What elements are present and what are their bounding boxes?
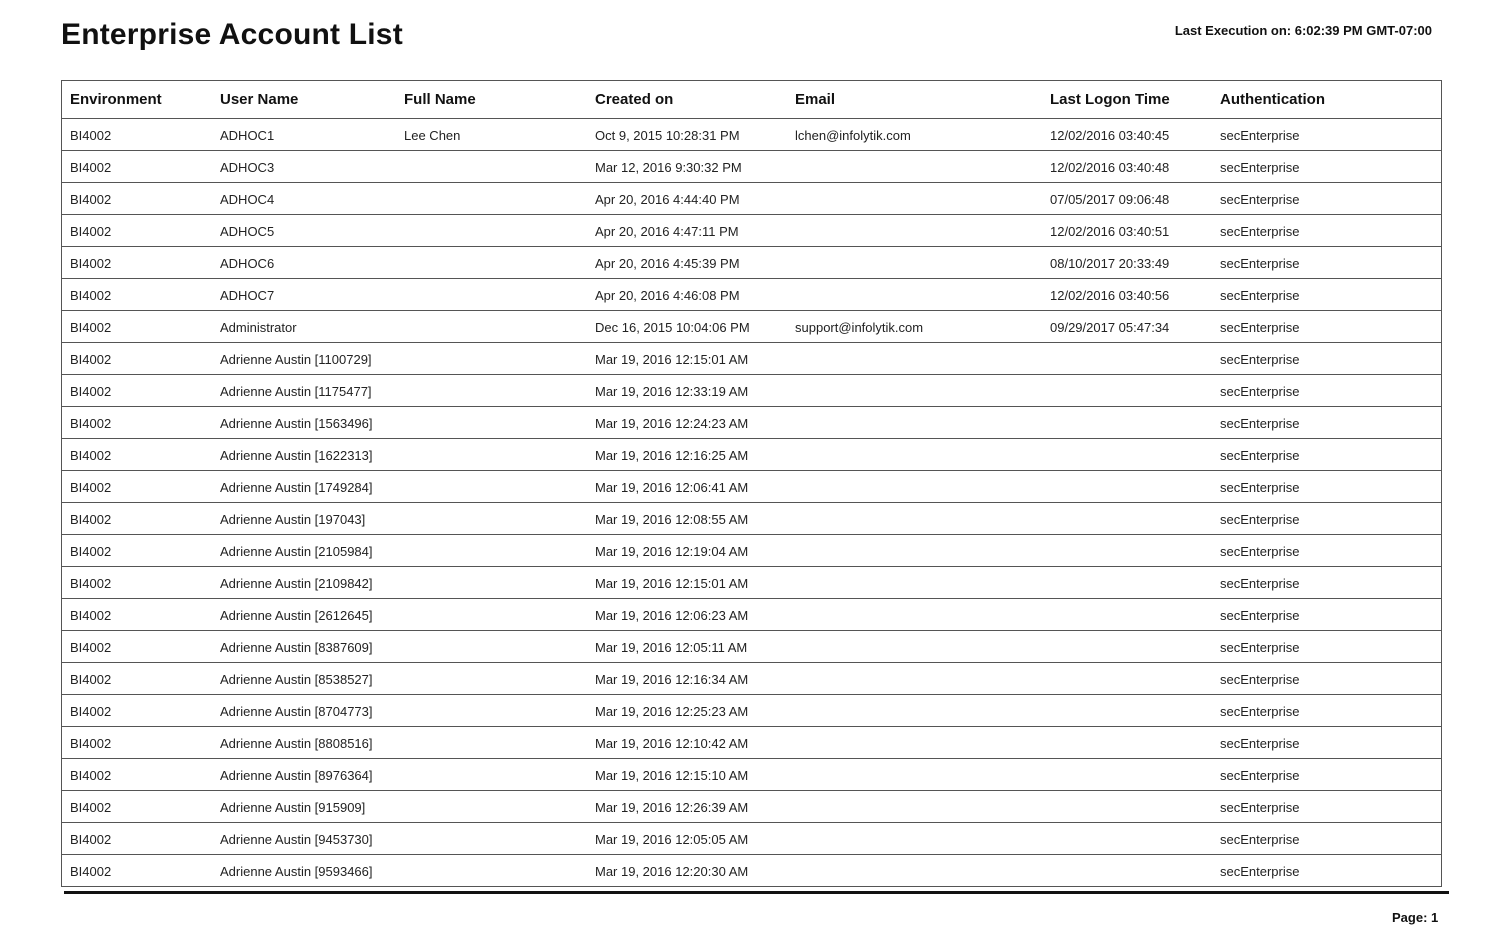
cell-created-on: Mar 19, 2016 12:15:01 AM xyxy=(587,343,787,375)
table-row xyxy=(62,247,1441,279)
cell-email xyxy=(787,375,1042,407)
cell-environment: BI4002 xyxy=(62,471,212,503)
cell-email: lchen@infolytik.com xyxy=(787,119,1042,151)
table-row xyxy=(62,631,1441,663)
cell-user-name: Adrienne Austin [2109842] xyxy=(212,567,396,599)
cell-email xyxy=(787,599,1042,631)
cell-environment: BI4002 xyxy=(62,663,212,695)
cell-email xyxy=(787,567,1042,599)
cell-email xyxy=(787,183,1042,215)
cell-environment: BI4002 xyxy=(62,503,212,535)
cell-environment: BI4002 xyxy=(62,439,212,471)
cell-full-name xyxy=(396,567,587,599)
cell-last-logon-time xyxy=(1042,823,1212,855)
table-row xyxy=(62,695,1441,727)
cell-last-logon-time xyxy=(1042,567,1212,599)
cell-email xyxy=(787,279,1042,311)
cell-user-name: Adrienne Austin [1563496] xyxy=(212,407,396,439)
cell-authentication: secEnterprise xyxy=(1212,183,1441,215)
cell-full-name xyxy=(396,855,587,887)
cell-last-logon-time xyxy=(1042,727,1212,759)
cell-last-logon-time xyxy=(1042,343,1212,375)
cell-authentication: secEnterprise xyxy=(1212,151,1441,183)
cell-email xyxy=(787,471,1042,503)
table-row xyxy=(62,759,1441,791)
cell-full-name xyxy=(396,791,587,823)
cell-last-logon-time xyxy=(1042,791,1212,823)
cell-environment: BI4002 xyxy=(70,863,112,879)
cell-authentication: secEnterprise xyxy=(1220,863,1300,879)
cell-environment: BI4002 xyxy=(62,535,212,567)
cell-email xyxy=(787,855,1042,887)
cell-email xyxy=(787,695,1042,727)
cell-created-on: Mar 19, 2016 12:16:34 AM xyxy=(587,663,787,695)
column-header-user-name: User Name xyxy=(212,81,396,119)
cell-user-name: Adrienne Austin [8704773] xyxy=(212,695,396,727)
cell-created-on: Mar 19, 2016 12:24:23 AM xyxy=(587,407,787,439)
table-row xyxy=(62,471,1441,503)
cell-environment: BI4002 xyxy=(62,407,212,439)
table-body xyxy=(62,119,1441,887)
cell-created-on: Dec 16, 2015 10:04:06 PM xyxy=(587,311,787,343)
last-execution-timestamp: Last Execution on: 6:02:39 PM GMT-07:00 xyxy=(1174,23,1432,38)
cell-environment: BI4002 xyxy=(62,599,212,631)
column-header-environment: Environment xyxy=(62,81,212,119)
cell-full-name xyxy=(396,695,587,727)
cell-email xyxy=(787,663,1042,695)
cell-authentication: secEnterprise xyxy=(1212,663,1441,695)
cell-created-on: Mar 12, 2016 9:30:32 PM xyxy=(587,151,787,183)
cell-full-name: Lee Chen xyxy=(396,119,587,151)
cell-last-logon-time xyxy=(1042,471,1212,503)
cell-user-name: Adrienne Austin [915909] xyxy=(212,791,396,823)
cell-email xyxy=(787,535,1042,567)
cell-user-name: ADHOC7 xyxy=(212,279,396,311)
cell-environment: BI4002 xyxy=(62,279,212,311)
cell-environment: BI4002 xyxy=(62,759,212,791)
table-row xyxy=(62,791,1441,823)
cell-last-logon-time xyxy=(1042,663,1212,695)
cell-authentication: secEnterprise xyxy=(1212,727,1441,759)
table-row xyxy=(62,375,1441,407)
cell-last-logon-time xyxy=(1042,759,1212,791)
table-row xyxy=(62,151,1441,183)
cell-full-name xyxy=(396,343,587,375)
table-row xyxy=(62,727,1441,759)
table-row xyxy=(62,407,1441,439)
table-row xyxy=(62,567,1441,599)
cell-full-name xyxy=(396,279,587,311)
cell-authentication: secEnterprise xyxy=(1212,791,1441,823)
cell-created-on: Apr 20, 2016 4:46:08 PM xyxy=(587,279,787,311)
cell-last-logon-time xyxy=(1042,855,1212,887)
cell-created-on: Mar 19, 2016 12:05:05 AM xyxy=(587,823,787,855)
cell-authentication: secEnterprise xyxy=(1212,503,1441,535)
cell-environment: BI4002 xyxy=(62,119,212,151)
cell-user-name: Adrienne Austin [2105984] xyxy=(212,535,396,567)
cell-last-logon-time xyxy=(1042,695,1212,727)
cell-authentication: secEnterprise xyxy=(1212,311,1441,343)
cell-user-name: Adrienne Austin [9593466] xyxy=(220,863,373,879)
cell-full-name xyxy=(396,759,587,791)
table-row xyxy=(62,215,1441,247)
cell-full-name xyxy=(396,311,587,343)
cell-full-name xyxy=(396,823,587,855)
table-row xyxy=(62,823,1441,855)
cell-full-name xyxy=(396,215,587,247)
cell-user-name: Adrienne Austin [8976364] xyxy=(212,759,396,791)
cell-environment: BI4002 xyxy=(62,823,212,855)
cell-user-name: Adrienne Austin [8538527] xyxy=(212,663,396,695)
column-header-last-logon-time: Last Logon Time xyxy=(1042,81,1212,119)
cell-user-name: Adrienne Austin [2612645] xyxy=(212,599,396,631)
cell-full-name xyxy=(396,407,587,439)
cell-created-on: Mar 19, 2016 12:06:41 AM xyxy=(587,471,787,503)
table-row xyxy=(62,343,1441,375)
cell-created-on: Mar 19, 2016 12:33:19 AM xyxy=(587,375,787,407)
cell-user-name: ADHOC4 xyxy=(212,183,396,215)
cell-authentication: secEnterprise xyxy=(1212,279,1441,311)
cell-created-on: Apr 20, 2016 4:44:40 PM xyxy=(587,183,787,215)
cell-full-name xyxy=(396,535,587,567)
cell-user-name: Adrienne Austin [1175477] xyxy=(212,375,396,407)
cell-created-on: Mar 19, 2016 12:26:39 AM xyxy=(587,791,787,823)
cell-last-logon-time: 12/02/2016 03:40:51 xyxy=(1042,215,1212,247)
cell-user-name: Adrienne Austin [8387609] xyxy=(212,631,396,663)
cell-created-on: Apr 20, 2016 4:47:11 PM xyxy=(587,215,787,247)
cell-user-name: Adrienne Austin [1100729] xyxy=(212,343,396,375)
cell-full-name xyxy=(396,375,587,407)
cell-user-name: Administrator xyxy=(212,311,396,343)
cell-authentication: secEnterprise xyxy=(1212,375,1441,407)
cell-user-name: ADHOC3 xyxy=(212,151,396,183)
cell-created-on: Mar 19, 2016 12:19:04 AM xyxy=(587,535,787,567)
cell-last-logon-time xyxy=(1042,407,1212,439)
table-row xyxy=(62,279,1441,311)
cell-full-name xyxy=(396,183,587,215)
cell-last-logon-time: 09/29/2017 05:47:34 xyxy=(1042,311,1212,343)
cell-created-on: Mar 19, 2016 12:05:11 AM xyxy=(587,631,787,663)
column-header-created-on: Created on xyxy=(587,81,787,119)
cell-authentication: secEnterprise xyxy=(1212,823,1441,855)
report-title: Enterprise Account List xyxy=(61,18,403,51)
cell-email xyxy=(787,727,1042,759)
cell-created-on: Mar 19, 2016 12:15:01 AM xyxy=(587,567,787,599)
cell-full-name xyxy=(396,471,587,503)
cell-environment: BI4002 xyxy=(62,151,212,183)
cell-full-name xyxy=(396,599,587,631)
cell-environment: BI4002 xyxy=(62,215,212,247)
cell-created-on: Mar 19, 2016 12:10:42 AM xyxy=(587,727,787,759)
cell-created-on: Mar 19, 2016 12:16:25 AM xyxy=(587,439,787,471)
cell-environment: BI4002 xyxy=(62,183,212,215)
cell-email xyxy=(787,151,1042,183)
table-row xyxy=(62,535,1441,567)
account-table xyxy=(62,81,1441,886)
cell-full-name xyxy=(396,663,587,695)
cell-user-name: ADHOC6 xyxy=(212,247,396,279)
cell-authentication: secEnterprise xyxy=(1212,631,1441,663)
footer-divider xyxy=(64,891,1449,894)
table-row xyxy=(62,311,1441,343)
cell-email xyxy=(787,439,1042,471)
cell-environment: BI4002 xyxy=(62,695,212,727)
cell-authentication: secEnterprise xyxy=(1212,695,1441,727)
cell-full-name xyxy=(396,247,587,279)
cell-authentication: secEnterprise xyxy=(1212,407,1441,439)
table-row xyxy=(62,439,1441,471)
cell-last-logon-time xyxy=(1042,599,1212,631)
cell-last-logon-time: 07/05/2017 09:06:48 xyxy=(1042,183,1212,215)
cell-user-name: Adrienne Austin [8808516] xyxy=(212,727,396,759)
cell-last-logon-time: 12/02/2016 03:40:48 xyxy=(1042,151,1212,183)
table-row xyxy=(62,183,1441,215)
cell-authentication: secEnterprise xyxy=(1212,343,1441,375)
cell-last-logon-time: 12/02/2016 03:40:45 xyxy=(1042,119,1212,151)
cell-created-on: Mar 19, 2016 12:25:23 AM xyxy=(587,695,787,727)
cell-authentication: secEnterprise xyxy=(1212,471,1441,503)
page-number: Page: 1 xyxy=(1392,910,1439,925)
cell-environment: BI4002 xyxy=(62,375,212,407)
cell-full-name xyxy=(396,151,587,183)
cell-last-logon-time: 12/02/2016 03:40:56 xyxy=(1042,279,1212,311)
table-row xyxy=(62,663,1441,695)
cell-authentication: secEnterprise xyxy=(1212,567,1441,599)
cell-created-on: Mar 19, 2016 12:15:10 AM xyxy=(587,759,787,791)
cell-last-logon-time xyxy=(1042,535,1212,567)
cell-environment: BI4002 xyxy=(62,727,212,759)
cell-authentication: secEnterprise xyxy=(1212,215,1441,247)
cell-user-name: Adrienne Austin [197043] xyxy=(212,503,396,535)
cell-last-logon-time xyxy=(1042,631,1212,663)
cell-email xyxy=(787,823,1042,855)
cell-user-name: Adrienne Austin [1749284] xyxy=(212,471,396,503)
cell-environment: BI4002 xyxy=(62,247,212,279)
cell-authentication: secEnterprise xyxy=(1212,439,1441,471)
cell-full-name xyxy=(396,503,587,535)
cell-user-name: Adrienne Austin [9453730] xyxy=(212,823,396,855)
cell-created-on: Oct 9, 2015 10:28:31 PM xyxy=(587,119,787,151)
cell-environment: BI4002 xyxy=(62,631,212,663)
cell-email xyxy=(787,343,1042,375)
cell-authentication: secEnterprise xyxy=(1212,247,1441,279)
column-header-full-name: Full Name xyxy=(396,81,587,119)
cell-user-name: ADHOC5 xyxy=(212,215,396,247)
cell-environment: BI4002 xyxy=(62,343,212,375)
table-row xyxy=(62,119,1441,151)
cell-email xyxy=(787,791,1042,823)
cell-created-on: Mar 19, 2016 12:08:55 AM xyxy=(587,503,787,535)
cell-authentication: secEnterprise xyxy=(1212,119,1441,151)
cell-created-on: Apr 20, 2016 4:45:39 PM xyxy=(587,247,787,279)
column-header-authentication: Authentication xyxy=(1212,81,1441,119)
cell-user-name: Adrienne Austin [1622313] xyxy=(212,439,396,471)
cell-environment: BI4002 xyxy=(62,567,212,599)
table-row xyxy=(62,599,1441,631)
cell-email xyxy=(787,503,1042,535)
cell-last-logon-time xyxy=(1042,503,1212,535)
table-row xyxy=(62,503,1441,535)
column-header-email: Email xyxy=(787,81,1042,119)
cell-email xyxy=(787,247,1042,279)
cell-created-on: Mar 19, 2016 12:06:23 AM xyxy=(587,599,787,631)
table-row xyxy=(62,855,1441,887)
cell-last-logon-time: 08/10/2017 20:33:49 xyxy=(1042,247,1212,279)
cell-authentication: secEnterprise xyxy=(1212,759,1441,791)
cell-user-name: ADHOC1 xyxy=(212,119,396,151)
cell-environment: BI4002 xyxy=(62,791,212,823)
cell-email xyxy=(787,407,1042,439)
cell-authentication: secEnterprise xyxy=(1212,535,1441,567)
cell-full-name xyxy=(396,631,587,663)
cell-last-logon-time xyxy=(1042,375,1212,407)
cell-created-on: Mar 19, 2016 12:20:30 AM xyxy=(595,863,749,879)
cell-email xyxy=(787,759,1042,791)
cell-authentication: secEnterprise xyxy=(1212,599,1441,631)
cell-full-name xyxy=(396,439,587,471)
cell-last-logon-time xyxy=(1042,439,1212,471)
cell-email: support@infolytik.com xyxy=(787,311,1042,343)
cell-full-name xyxy=(396,727,587,759)
table-header-row xyxy=(62,81,1441,119)
cell-environment: BI4002 xyxy=(62,311,212,343)
cell-email xyxy=(787,215,1042,247)
account-table-frame xyxy=(61,80,1442,887)
cell-email xyxy=(787,631,1042,663)
